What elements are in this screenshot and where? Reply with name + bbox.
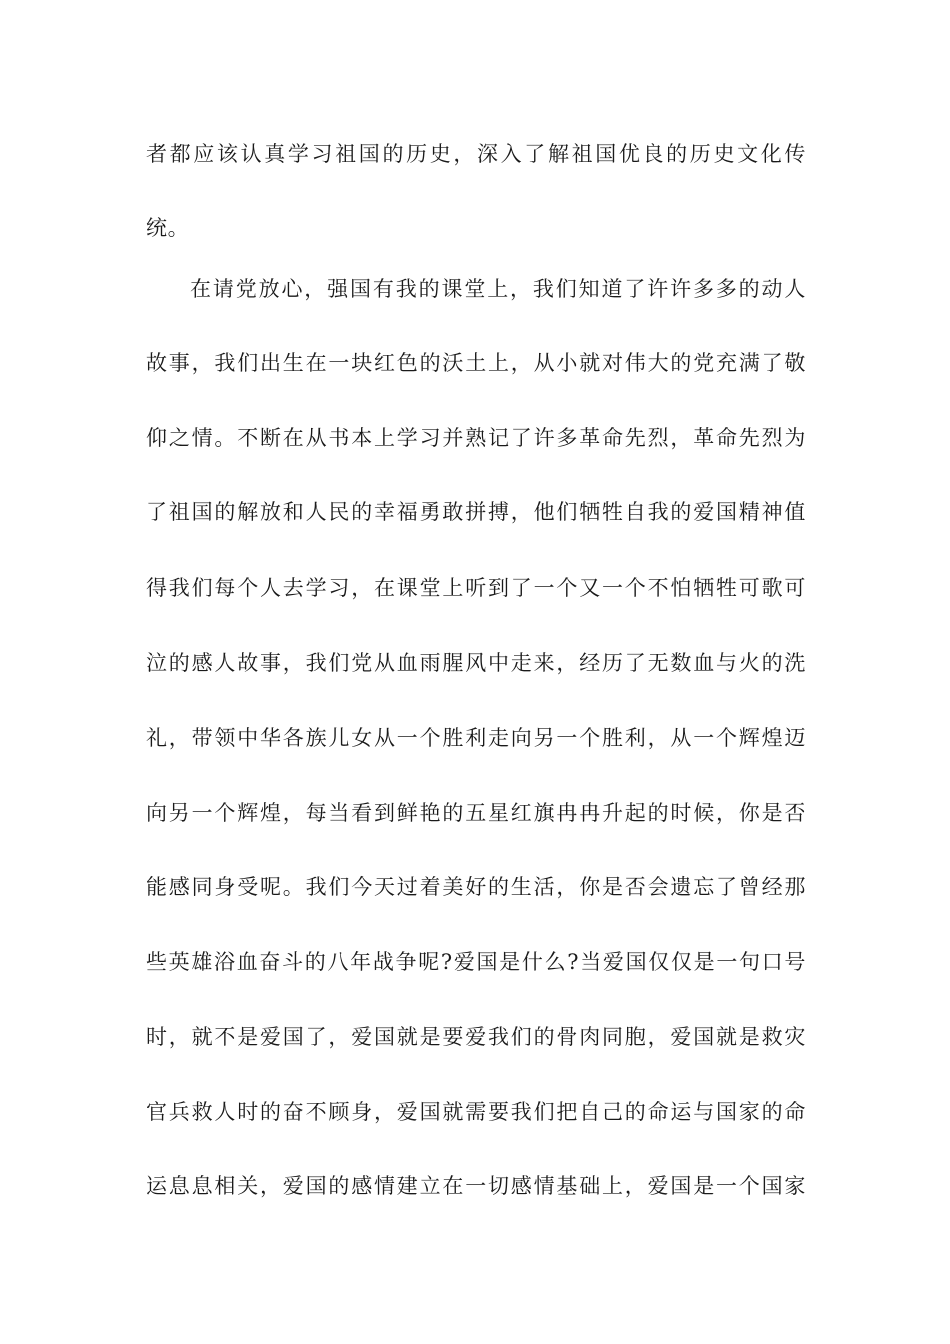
text-line: 向另一个辉煌，每当看到鲜艳的五星红旗冉冉升起的时候，你是否 [146,801,806,825]
text-line: 了祖国的解放和人民的幸福勇敢拼搏，他们牺牲自我的爱国精神值 [146,500,806,524]
text-line: 能感同身受呢。我们今天过着美好的生活，你是否会遗忘了曾经那 [146,875,806,899]
text-line: 些英雄浴血奋斗的八年战争呢?爱国是什么?当爱国仅仅是一句口号 [146,950,806,974]
text-line: 故事，我们出生在一块红色的沃土上，从小就对伟大的党充满了敬 [146,351,806,375]
text-line: 仰之情。不断在从书本上学习并熟记了许多革命先烈，革命先烈为 [146,426,806,450]
text-line: 统。 [146,216,190,240]
text-line: 泣的感人故事，我们党从血雨腥风中走来，经历了无数血与火的洗 [146,651,806,675]
text-line: 运息息相关，爱国的感情建立在一切感情基础上，爱国是一个国家 [146,1174,806,1198]
text-line: 礼，带领中华各族儿女从一个胜利走向另一个胜利，从一个辉煌迈 [146,726,806,750]
text-line: 得我们每个人去学习，在课堂上听到了一个又一个不怕牺牲可歌可 [146,576,806,600]
text-line: 时，就不是爱国了，爱国就是要爱我们的骨肉同胞，爱国就是救灾 [146,1025,806,1049]
text-line: 在请党放心，强国有我的课堂上，我们知道了许许多多的动人 [190,277,806,301]
text-line: 者都应该认真学习祖国的历史，深入了解祖国优良的历史文化传 [146,142,806,166]
text-line: 官兵救人时的奋不顾身，爱国就需要我们把自己的命运与国家的命 [146,1100,806,1124]
